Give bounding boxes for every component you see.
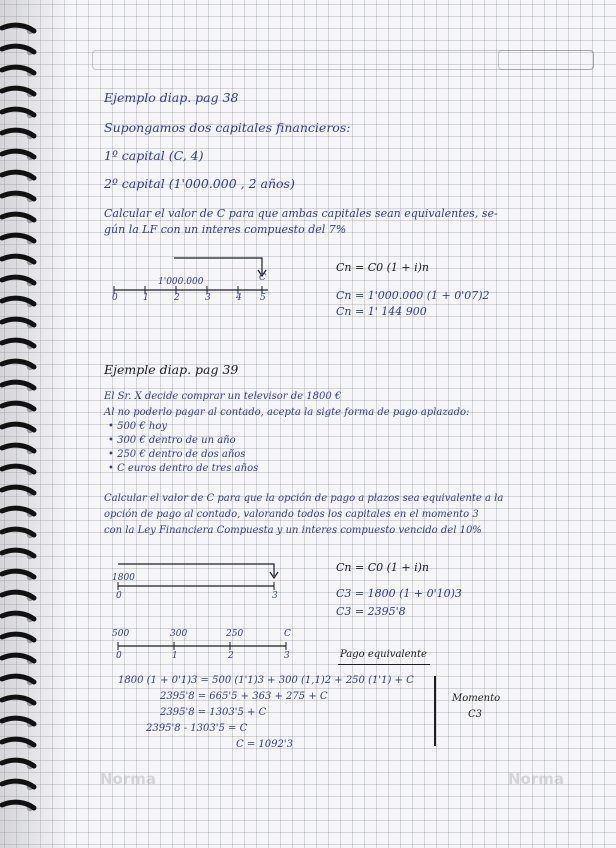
ex2-timeline-2-tick-1: 1 bbox=[172, 651, 178, 661]
binding-ring bbox=[2, 424, 34, 430]
ex1-title: Ejemplo diap. pag 38 bbox=[104, 90, 239, 105]
binding-ring bbox=[2, 592, 34, 598]
binding-ring bbox=[2, 235, 34, 241]
binding-ring bbox=[2, 760, 34, 766]
ex2-bracket bbox=[434, 676, 436, 746]
ex2-eq-line-3: 2395'8 = 1303'5 + C bbox=[160, 707, 267, 718]
ex2-bullet-2: • 300 € dentro de un año bbox=[108, 435, 236, 446]
binding-ring bbox=[2, 676, 34, 682]
binding-ring bbox=[2, 256, 34, 262]
ex1-tick-1: 1 bbox=[143, 293, 149, 303]
binding-ring bbox=[2, 340, 34, 346]
ex1-capital-1: 1º capital (C, 4) bbox=[104, 148, 204, 163]
ex2-formula-2: C3 = 1800 (1 + 0'10)3 bbox=[336, 587, 462, 600]
ex2-line-2: Al no poderlo pagar al contado, acepta la sigte forma de pago aplazado: bbox=[104, 407, 470, 418]
ex2-eq-line-2: 2395'8 = 665'5 + 363 + 275 + C bbox=[160, 691, 328, 702]
binding-ring bbox=[2, 214, 34, 220]
binding-ring bbox=[2, 46, 34, 52]
binding-ring bbox=[2, 67, 34, 73]
binding-ring bbox=[2, 151, 34, 157]
brand-watermark: Norma bbox=[100, 770, 157, 788]
ex2-momento-sub: C3 bbox=[468, 709, 483, 720]
binding-ring bbox=[2, 718, 34, 724]
ex2-timeline-2-amount-2: 250 bbox=[226, 629, 244, 639]
ex2-task-line-3: con la Ley Financiera Compuesta y un interes compuesto vencido del 10% bbox=[104, 525, 482, 536]
ex2-timeline-2-amount-3: C bbox=[284, 629, 291, 639]
ex1-capital-2: 2º capital (1'000.000 , 2 años) bbox=[104, 176, 295, 191]
binding-ring bbox=[2, 655, 34, 661]
ex2-timeline-2-amount-0: 500 bbox=[112, 629, 130, 639]
binding-ring bbox=[2, 529, 34, 535]
ex2-pago-label: Pago equivalente bbox=[340, 649, 427, 660]
ex1-tick-3: 3 bbox=[205, 293, 211, 303]
binding-ring bbox=[2, 508, 34, 514]
binding-ring bbox=[2, 88, 34, 94]
brand-watermark-right: Norma bbox=[508, 770, 565, 788]
ex2-eq-line-1: 1800 (1 + 0'1)3 = 500 (1'1)3 + 300 (1,1)2 + 250 (1'1) + C bbox=[118, 675, 414, 686]
ex2-timeline-1-tick-3: 3 bbox=[272, 591, 278, 601]
ex1-intro: Supongamos dos capitales financieros: bbox=[104, 120, 351, 135]
ex2-timeline-2-tick-2: 2 bbox=[228, 651, 234, 661]
binding-ring bbox=[2, 781, 34, 787]
binding-ring bbox=[2, 193, 34, 199]
binding-ring bbox=[2, 487, 34, 493]
ex2-pago-underline bbox=[338, 664, 430, 665]
ex1-tick-2: 2 bbox=[174, 293, 180, 303]
binding-ring bbox=[2, 697, 34, 703]
binding-ring bbox=[2, 298, 34, 304]
ex2-task-line-2: opción de pago al contado, valorando todos los capitales en el momento 3 bbox=[104, 509, 479, 520]
ex2-eq-line-4: 2395'8 - 1303'5 = C bbox=[146, 723, 248, 734]
ex1-tick-5: 5 bbox=[260, 293, 266, 303]
binding-ring bbox=[2, 550, 34, 556]
ex1-formula-3: Cn = 1' 144 900 bbox=[336, 305, 427, 318]
binding-ring bbox=[2, 130, 34, 136]
binding-ring bbox=[2, 25, 34, 31]
ex1-timeline-amount: 1'000.000 bbox=[158, 277, 204, 287]
ex2-timeline-1 bbox=[110, 558, 290, 608]
binding-ring bbox=[2, 382, 34, 388]
binding-ring bbox=[2, 634, 34, 640]
ex2-timeline-2-tick-0: 0 bbox=[116, 651, 122, 661]
binding-ring bbox=[2, 445, 34, 451]
ex1-timeline-c: C bbox=[259, 273, 266, 283]
ex2-momento-label: Momento bbox=[452, 693, 501, 704]
ex2-timeline-1-tick-0: 0 bbox=[116, 591, 122, 601]
ex2-formula-1: Cn = C0 (1 + i)n bbox=[336, 561, 430, 574]
binding-ring bbox=[2, 172, 34, 178]
binding-ring bbox=[2, 613, 34, 619]
binding-ring bbox=[2, 109, 34, 115]
ex2-timeline-1-amount: 1800 bbox=[112, 573, 135, 583]
ex2-eq-line-5: C = 1092'3 bbox=[236, 739, 293, 750]
binding-ring bbox=[2, 802, 34, 808]
ex2-bullet-4: • C euros dentro de tres años bbox=[108, 463, 259, 474]
ex1-formula-1: Cn = C0 (1 + i)n bbox=[336, 261, 430, 274]
ex2-timeline-2-tick-3: 3 bbox=[284, 651, 290, 661]
spiral-binding bbox=[0, 20, 44, 830]
ex2-title: Ejemple diap. pag 39 bbox=[104, 362, 239, 377]
ex2-task-line-1: Calcular el valor de C para que la opción de pago a plazos sea equivalente a la bbox=[104, 493, 504, 504]
ex2-timeline-2 bbox=[110, 634, 300, 664]
ex1-tick-0: 0 bbox=[112, 293, 118, 303]
ex1-task-line-2: gún la LF con un interes compuesto del 7% bbox=[104, 223, 347, 236]
binding-ring bbox=[2, 739, 34, 745]
binding-ring bbox=[2, 403, 34, 409]
binding-ring bbox=[2, 571, 34, 577]
ex1-tick-4: 4 bbox=[236, 293, 242, 303]
ex1-formula-2: Cn = 1'000.000 (1 + 0'07)2 bbox=[336, 289, 490, 302]
binding-ring bbox=[2, 277, 34, 283]
binding-ring bbox=[2, 466, 34, 472]
binding-ring bbox=[2, 319, 34, 325]
header-date-field bbox=[498, 50, 594, 70]
ex2-formula-3: C3 = 2395'8 bbox=[336, 605, 406, 618]
binding-ring bbox=[2, 361, 34, 367]
ex2-bullet-3: • 250 € dentro de dos años bbox=[108, 449, 246, 460]
ex2-timeline-2-amount-1: 300 bbox=[170, 629, 188, 639]
ex2-line-1: El Sr. X decide comprar un televisor de 1800 € bbox=[104, 391, 342, 402]
ex1-task-line-1: Calcular el valor de C para que ambas capitales sean equivalentes, se- bbox=[104, 207, 498, 220]
ex2-bullet-1: • 500 € hoy bbox=[108, 421, 167, 432]
